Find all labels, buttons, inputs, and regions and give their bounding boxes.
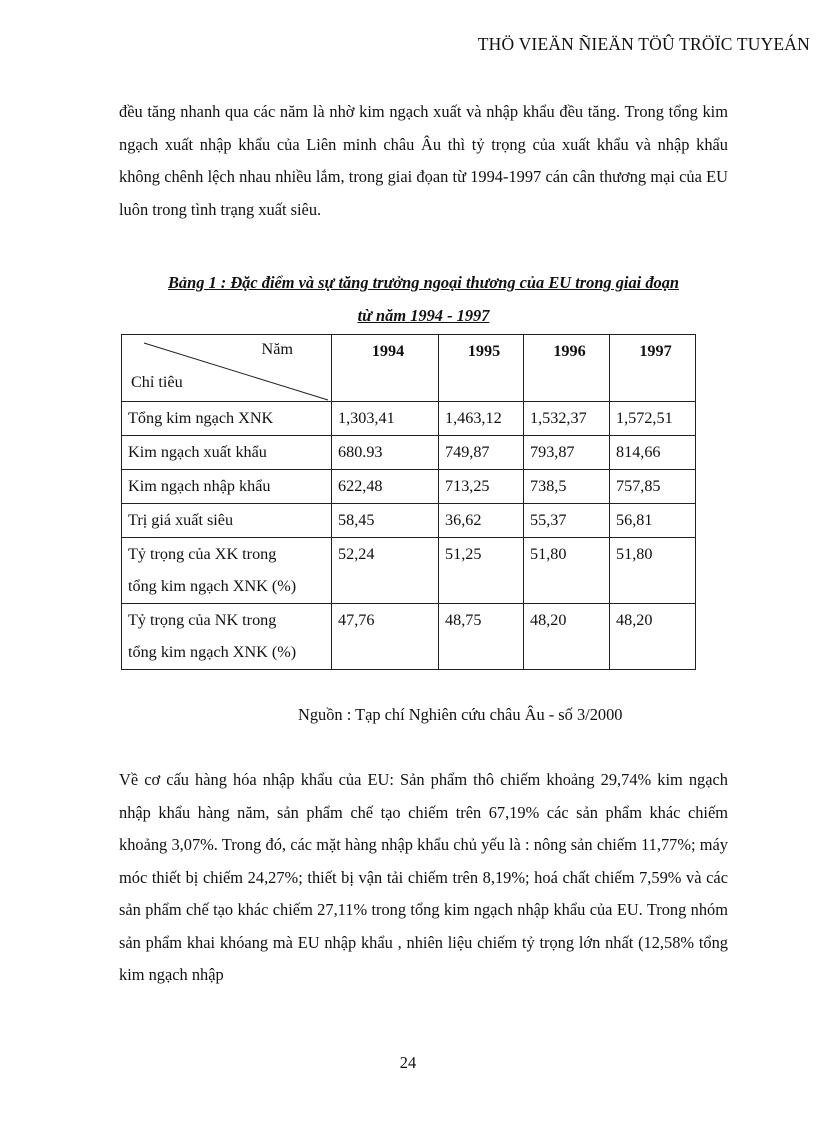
row-label <box>122 604 332 670</box>
corner-label-indicator: Chỉ tiêu <box>131 373 183 391</box>
table-cell: 48,20 <box>610 604 696 670</box>
row-label-line2: tổng kim ngạch XNK (%) <box>128 643 297 661</box>
table-caption <box>119 266 728 332</box>
table-source: Nguồn : Tạp chí Nghiên cứu châu Âu - số 3/2000 <box>298 705 623 724</box>
row-label-line1: Tỷ trọng của NK trong <box>128 611 277 629</box>
row-label: Tổng kim ngạch XNK <box>122 402 332 436</box>
table-row <box>122 436 696 470</box>
table-cell: 47,76 <box>332 604 439 670</box>
table-cell: 1,532,37 <box>524 402 610 436</box>
table-cell: 36,62 <box>439 504 524 538</box>
table-cell: 51,25 <box>439 538 524 604</box>
row-label: Kim ngạch xuất khẩu <box>122 436 332 470</box>
table-row <box>122 470 696 504</box>
table-header-row <box>122 335 696 402</box>
page-number: 24 <box>399 1053 417 1072</box>
table-cell: 52,24 <box>332 538 439 604</box>
trade-table <box>121 334 696 670</box>
page-header: THÖ VIEÄN ÑIEÄN TÖÛ TRÖÏC TUYEÁN <box>477 34 810 54</box>
year-header: 1994 <box>332 335 439 402</box>
table-cell: 51,80 <box>524 538 610 604</box>
table-caption-line2: từ năm 1994 - 1997 <box>357 306 490 325</box>
year-header: 1997 <box>610 335 696 402</box>
table-cell: 680.93 <box>332 436 439 470</box>
table-caption-line1: Bảng 1 : Đặc điểm và sự tăng trưởng ngoại thương của EU trong giai đoạn <box>167 273 680 292</box>
table-row <box>122 538 696 604</box>
year-header: 1995 <box>439 335 524 402</box>
table-cell: 814,66 <box>610 436 696 470</box>
row-label-line1: Tỷ trọng của XK trong <box>128 545 277 563</box>
table-cell: 1,303,41 <box>332 402 439 436</box>
table-cell: 51,80 <box>610 538 696 604</box>
table-cell: 1,572,51 <box>610 402 696 436</box>
year-header: 1996 <box>524 335 610 402</box>
table-cell: 757,85 <box>610 470 696 504</box>
row-label <box>122 538 332 604</box>
table-cell: 793,87 <box>524 436 610 470</box>
table-corner-cell <box>122 335 332 402</box>
table-cell: 48,20 <box>524 604 610 670</box>
table-row <box>122 402 696 436</box>
table-cell: 56,81 <box>610 504 696 538</box>
row-label: Trị giá xuất siêu <box>122 504 332 538</box>
table-cell: 1,463,12 <box>439 402 524 436</box>
paragraph-import-structure: Về cơ cấu hàng hóa nhập khẩu của EU: Sản phẩm thô chiếm khoảng 29,74% kim ngạch nhập khẩu hàng năm, sản phẩm chế tạo chiếm trên 67,19% các sản phẩm khác chiếm khoảng 3,07%. Trong đó, các mặt hàng nhập khẩu chủ yếu là : nông sản chiếm 11,77%; máy móc thiết bị chiếm 24,27%; thiết bị vận tải chiếm trên 8,19%; hoá chất chiếm 7,59% và các sản phẩm chế tạo khác chiếm 27,11% trong tổng kim ngạch nhập khẩu của EU. Trong nhóm sản phẩm khai khóang mà EU nhập khẩu , nhiên liệu chiếm tỷ trọng lớn nhất (12,58% tổng kim ngạch nhập <box>119 770 728 984</box>
row-label-line2: tổng kim ngạch XNK (%) <box>128 577 297 595</box>
table-cell: 622,48 <box>332 470 439 504</box>
paragraph-intro: đều tăng nhanh qua các năm là nhờ kim ngạch xuất và nhập khẩu đều tăng. Trong tổng kim ngạch xuất nhập khẩu của Liên minh châu Âu thì tỷ trọng của xuất khẩu và nhập khẩu không chênh lệch nhau nhiều lắm, trong giai đọan từ 1994-1997 cán cân thương mại của EU luôn trong tình trạng xuất siêu. <box>119 102 728 219</box>
row-label: Kim ngạch nhập khẩu <box>122 470 332 504</box>
corner-label-year: Năm <box>261 340 293 358</box>
table-cell: 749,87 <box>439 436 524 470</box>
table-row <box>122 604 696 670</box>
table-cell: 58,45 <box>332 504 439 538</box>
table-cell: 713,25 <box>439 470 524 504</box>
table-cell: 738,5 <box>524 470 610 504</box>
table-cell: 48,75 <box>439 604 524 670</box>
table-row <box>122 504 696 538</box>
table-cell: 55,37 <box>524 504 610 538</box>
